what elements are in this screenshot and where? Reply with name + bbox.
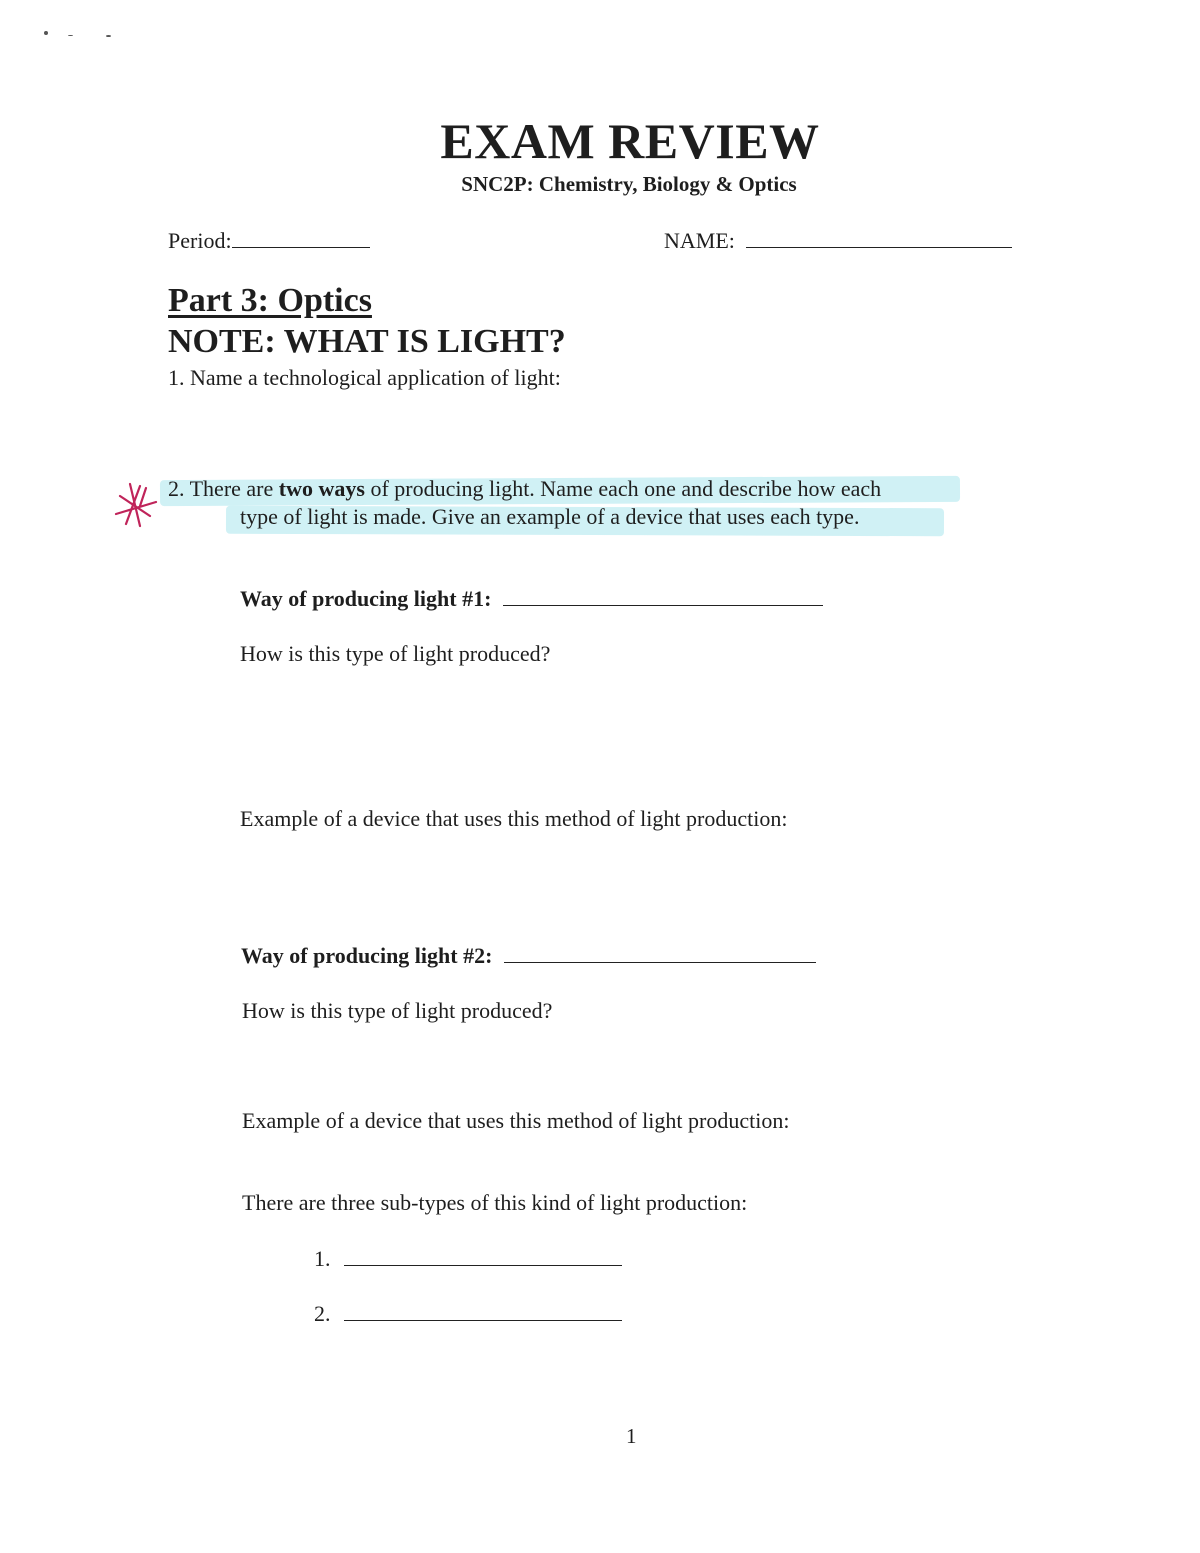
scan-speck bbox=[106, 35, 111, 37]
name-label: NAME: bbox=[664, 228, 735, 253]
name-blank[interactable] bbox=[746, 247, 1012, 248]
question-number: 2. bbox=[168, 476, 185, 501]
way-2-field[interactable] bbox=[241, 943, 816, 969]
note-heading: NOTE: WHAT IS LIGHT? bbox=[168, 323, 566, 360]
question-text: There are two ways of producing light. Name each one and describe how each bbox=[189, 476, 882, 501]
question-number: 1. bbox=[168, 365, 185, 390]
period-label: Period: bbox=[168, 228, 232, 253]
scan-speck bbox=[44, 31, 48, 35]
subtype-1-field[interactable] bbox=[314, 1246, 622, 1272]
way-1-label: Way of producing light #1: bbox=[240, 586, 492, 611]
way-1-how-prompt: How is this type of light produced? bbox=[240, 641, 551, 666]
scan-speck bbox=[68, 35, 73, 36]
question-text: Name a technological application of light: bbox=[190, 365, 561, 390]
question-1 bbox=[168, 365, 561, 391]
way-1-blank[interactable] bbox=[503, 605, 823, 606]
asterisk-annotation-icon bbox=[110, 480, 166, 534]
question-2-continued: type of light is made. Give an example of a device that uses each type. bbox=[240, 504, 860, 529]
question-2 bbox=[168, 476, 881, 502]
way-2-example-prompt: Example of a device that uses this method of light production: bbox=[242, 1108, 790, 1133]
period-blank[interactable] bbox=[232, 247, 370, 248]
way-1-field[interactable] bbox=[240, 586, 823, 612]
way-2-label: Way of producing light #2: bbox=[241, 943, 493, 968]
page-number: 1 bbox=[626, 1424, 637, 1448]
way-2-blank[interactable] bbox=[504, 962, 816, 963]
document-subtitle: SNC2P: Chemistry, Biology & Optics bbox=[461, 172, 797, 196]
subtype-2-blank[interactable] bbox=[344, 1320, 622, 1321]
subtype-number: 2. bbox=[314, 1301, 331, 1326]
subtypes-intro: There are three sub-types of this kind of light production: bbox=[242, 1190, 748, 1215]
subtype-number: 1. bbox=[314, 1246, 331, 1271]
part-heading: Part 3: Optics bbox=[168, 282, 372, 319]
period-field[interactable] bbox=[168, 228, 370, 254]
subtype-1-blank[interactable] bbox=[344, 1265, 622, 1266]
way-1-example-prompt: Example of a device that uses this method of light production: bbox=[240, 806, 788, 831]
way-2-how-prompt: How is this type of light produced? bbox=[242, 998, 553, 1023]
name-field[interactable] bbox=[664, 228, 1012, 254]
subtype-2-field[interactable] bbox=[314, 1301, 622, 1327]
document-title: EXAM REVIEW bbox=[440, 113, 820, 169]
